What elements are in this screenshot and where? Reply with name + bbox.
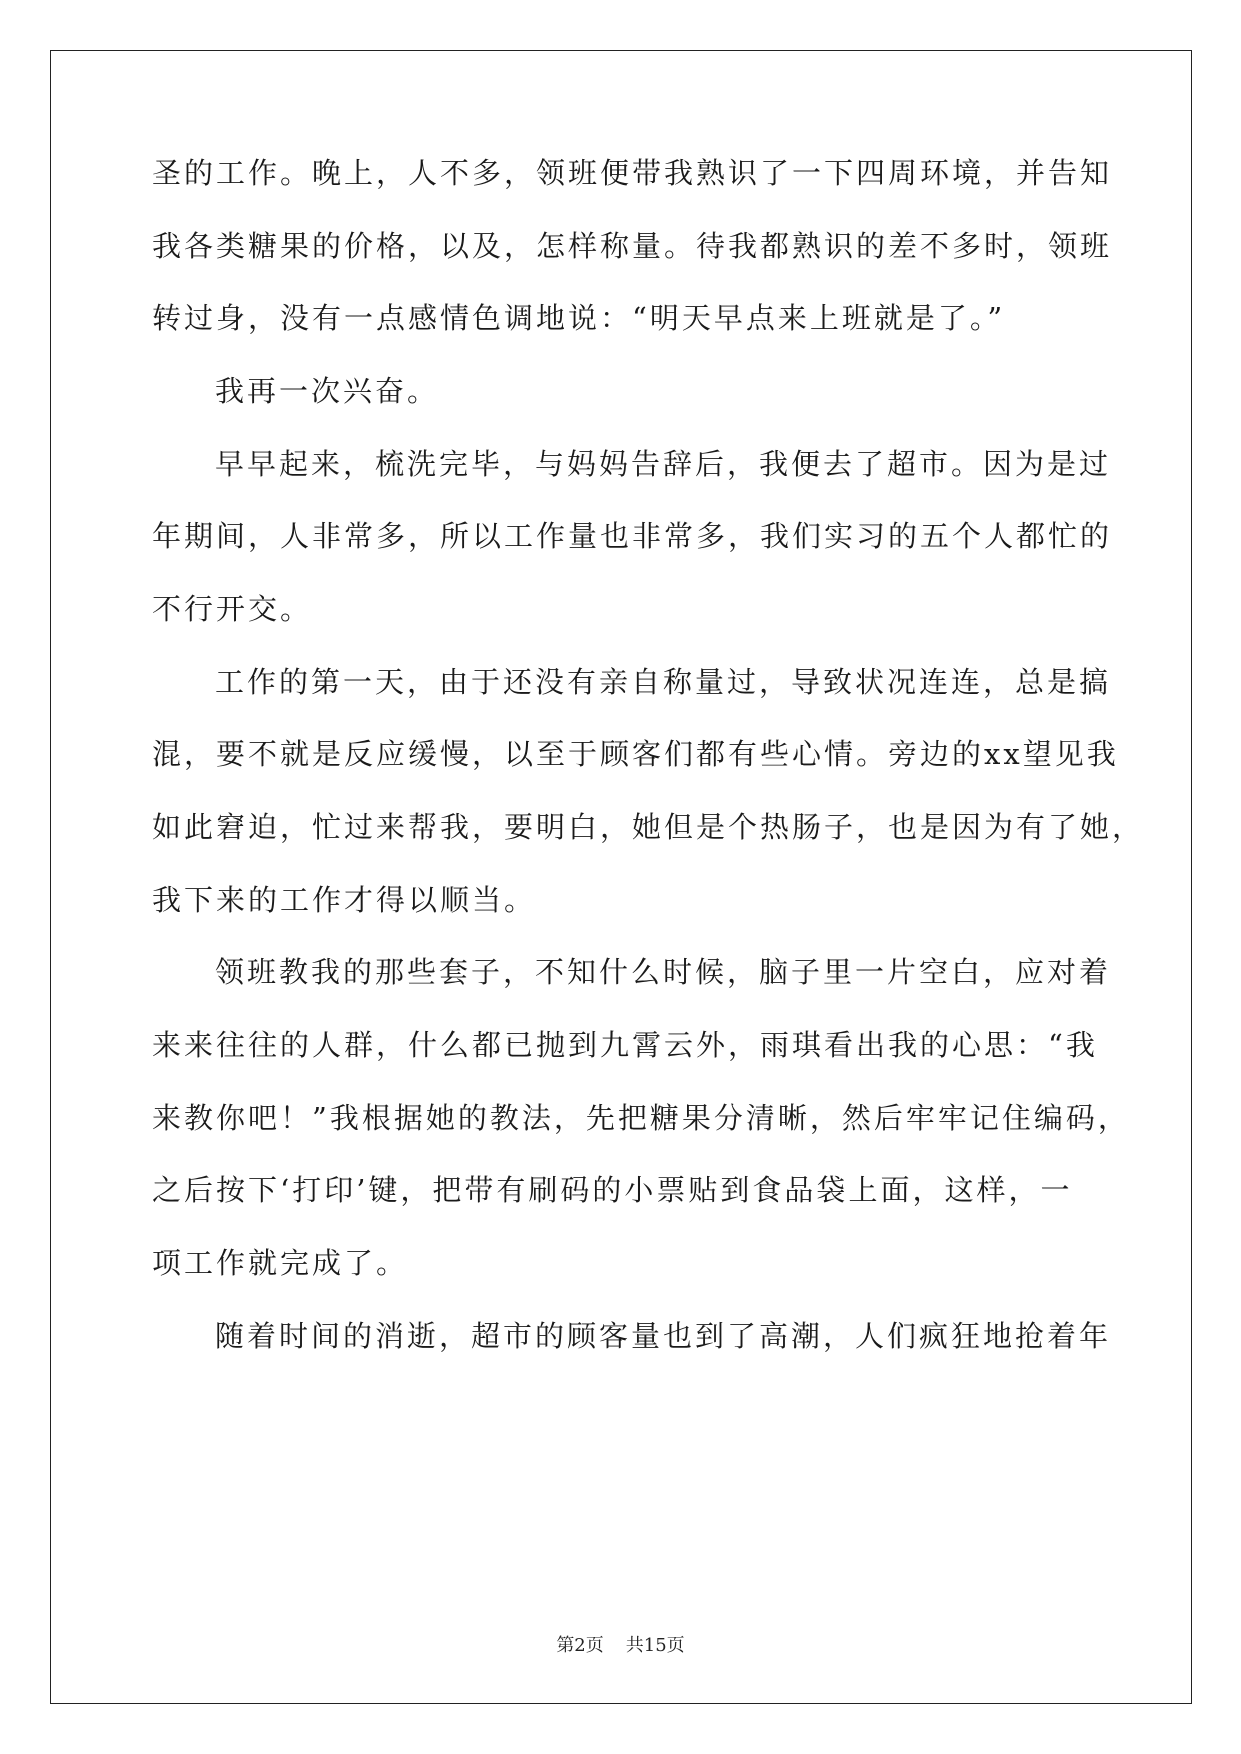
paragraph-line: 来来往往的人群，什么都已抛到九霄云外，雨琪看出我的心思：“我 — [152, 1028, 1098, 1062]
paragraph-line: 我各类糖果的价格，以及，怎样称量。待我都熟识的差不多时，领班 — [152, 229, 1113, 263]
paragraph-line: 圣的工作。晚上，人不多，领班便带我熟识了一下四周环境，并告知 — [152, 156, 1113, 190]
paragraph-line: 我再一次兴奋。 — [215, 374, 440, 408]
paragraph-line: 项工作就完成了。 — [152, 1246, 409, 1280]
paragraph-line: 领班教我的那些套子，不知什么时候，脑子里一片空白，应对着 — [215, 955, 1112, 989]
page-footer — [0, 1634, 1241, 1658]
paragraph-line: 早早起来，梳洗完毕，与妈妈告辞后，我便去了超市。因为是过 — [215, 447, 1112, 481]
paragraph-line: 我下来的工作才得以顺当。 — [152, 883, 537, 917]
paragraph-line: 年期间，人非常多，所以工作量也非常多，我们实习的五个人都忙的 — [152, 519, 1113, 553]
paragraph-line: 转过身，没有一点感情色调地说：“明天早点来上班就是了。” — [152, 301, 1006, 335]
current-page-number: 第2页 — [556, 1635, 604, 1656]
paragraph-line: 不行开交。 — [152, 592, 313, 626]
total-pages: 共15页 — [625, 1635, 685, 1656]
paragraph-line: 之后按下‘打印’键，把带有刷码的小票贴到食品袋上面，这样，一 — [152, 1173, 1073, 1207]
paragraph-line: 混，要不就是反应缓慢，以至于顾客们都有些心情。旁边的xx望见我 — [152, 737, 1119, 771]
paragraph-line: 工作的第一天，由于还没有亲自称量过，导致状况连连，总是搞 — [215, 665, 1112, 699]
paragraph-line: 来教你吧！”我根据她的教法，先把糖果分清晰，然后牢牢记住编码， — [152, 1101, 1130, 1135]
paragraph-line: 如此窘迫，忙过来帮我，要明白，她但是个热肠子，也是因为有了她， — [152, 810, 1145, 844]
paragraph-line: 随着时间的消逝，超市的顾客量也到了高潮，人们疯狂地抢着年 — [215, 1319, 1112, 1353]
